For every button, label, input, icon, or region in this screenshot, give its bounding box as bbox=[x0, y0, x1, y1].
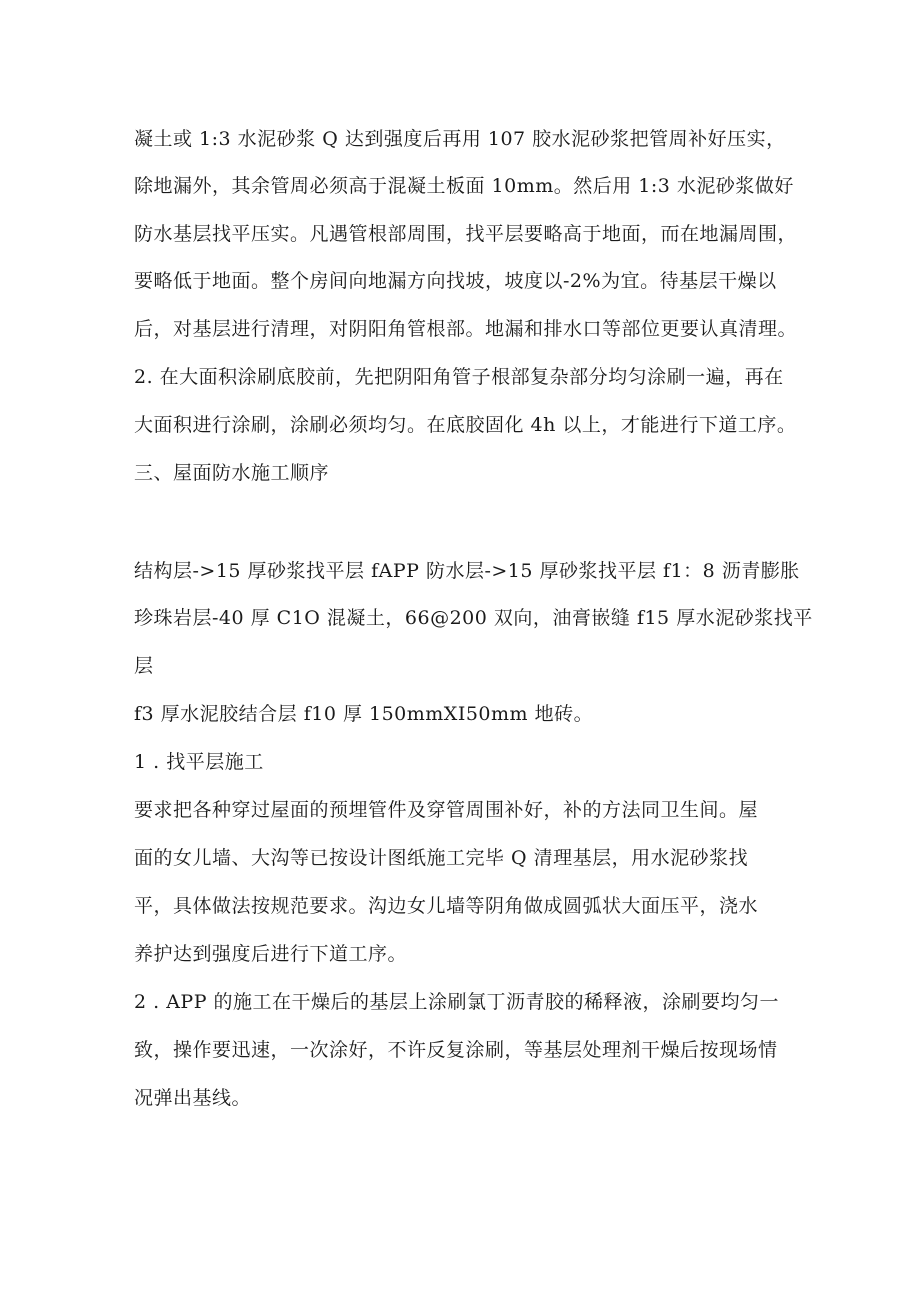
section-heading: 三、屋面防水施工顺序 bbox=[134, 462, 330, 484]
text-line: f3 厚水泥胶结合层 f10 厚 150mmXI50mm 地砖。 bbox=[134, 703, 594, 725]
text-line: 除地漏外，其余管周必须高于混凝土板面 10mm。然后用 1:3 水泥砂浆做好 bbox=[134, 175, 794, 197]
text-line: 结构层->15 厚砂浆找平层 fAPP 防水层->15 厚砂浆找平层 f1：8 沥青膨胀 bbox=[134, 560, 800, 582]
text-line: 要求把各种穿过屋面的预埋管件及穿管周围补好，补的方法同卫生间。屋 bbox=[134, 799, 759, 821]
subsection-heading: 1 . 找平层施工 bbox=[134, 751, 264, 773]
list-item-heading: 2. 在大面积涂刷底胶前，先把阴阳角管子根部复杂部分均匀涂刷一遍，再在 bbox=[134, 366, 784, 388]
text-line: 凝土或 1:3 水泥砂浆 Q 达到强度后再用 107 胶水泥砂浆把管周补好压实， bbox=[134, 128, 786, 150]
text-line: 防水基层找平压实。凡遇管根部周围，找平层要略高于地面，而在地漏周围， bbox=[134, 223, 798, 245]
text-line: 平，具体做法按规范要求。沟边女儿墙等阴角做成圆弧状大面压平，浇水 bbox=[134, 895, 759, 917]
text-line: 后，对基层进行清理，对阴阳角管根部。地漏和排水口等部位更要认真清理。 bbox=[134, 318, 798, 340]
text-line: 大面积进行涂刷，涂刷必须均匀。在底胶固化 4h 以上，才能进行下道工序。 bbox=[134, 414, 797, 436]
text-line: 珍珠岩层-40 厚 C1O 混凝土，66@200 双向，油膏嵌缝 f15 厚水泥砂浆找平 bbox=[134, 607, 813, 629]
subsection-heading: 2 . APP 的施工在干燥后的基层上涂刷氯丁沥青胶的稀释液，涂刷要均匀一 bbox=[134, 991, 780, 1013]
text-line: 面的女儿墙、大沟等已按设计图纸施工完毕 Q 清理基层，用水泥砂浆找 bbox=[134, 847, 749, 869]
text-line: 况弹出基线。 bbox=[134, 1087, 252, 1109]
text-line: 要略低于地面。整个房间向地漏方向找坡，坡度以-2%为宜。待基层干燥以 bbox=[134, 270, 777, 292]
text-line: 致，操作要迅速，一次涂好，不许反复涂刷，等基层处理剂干燥后按现场情 bbox=[134, 1039, 778, 1061]
text-line: 层 bbox=[134, 655, 154, 677]
text-line: 养护达到强度后进行下道工序。 bbox=[134, 943, 408, 965]
